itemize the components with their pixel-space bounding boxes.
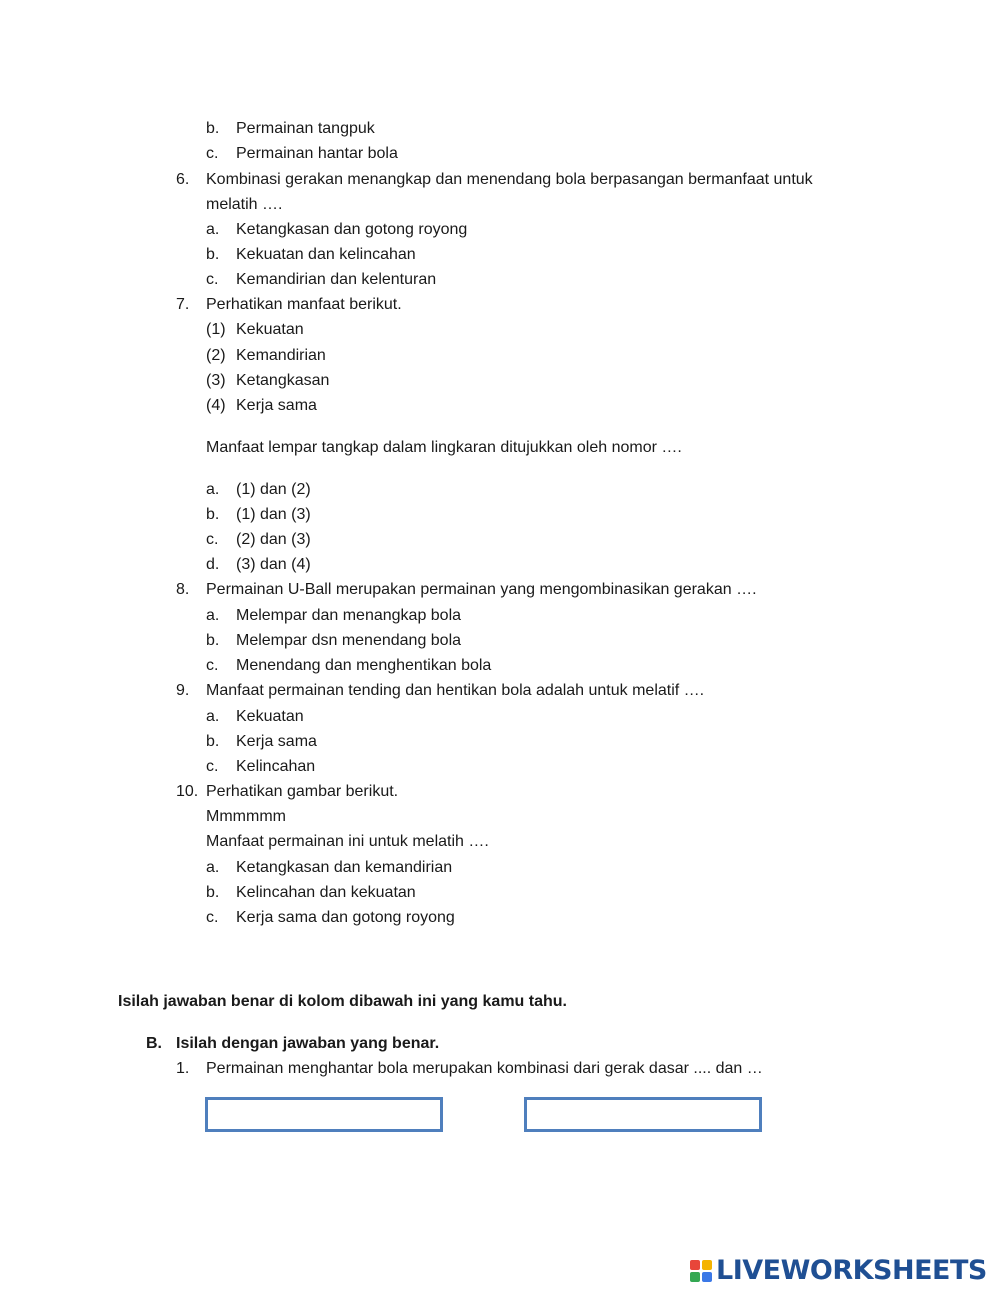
- section-b-marker: B.: [146, 1035, 162, 1052]
- option-marker: b.: [206, 733, 220, 750]
- option-text: Kekuatan: [236, 708, 304, 725]
- logo-mark-square: [702, 1260, 712, 1270]
- option-text: (2) dan (3): [236, 531, 311, 548]
- question-text: Perhatikan gambar berikut.: [206, 783, 399, 800]
- option-text: Melempar dan menangkap bola: [236, 607, 462, 624]
- option-marker: (2): [206, 347, 226, 364]
- logo-mark-square: [690, 1260, 700, 1270]
- option-marker: b.: [206, 632, 220, 649]
- question-number: 8.: [176, 581, 190, 598]
- option-marker: d.: [206, 556, 220, 573]
- option-text: Ketangkasan dan gotong royong: [236, 221, 468, 238]
- option-marker: a.: [206, 708, 220, 725]
- option-marker: b.: [206, 246, 220, 263]
- option-marker: c.: [206, 909, 219, 926]
- section-b-question-text: Permainan menghantar bola merupakan kombinasi dari gerak dasar .... dan …: [206, 1060, 763, 1077]
- question-text: Permainan U-Ball merupakan permainan yang mengombinasikan gerakan ….: [206, 581, 757, 598]
- answer-input-2[interactable]: [524, 1097, 762, 1132]
- option-text: Kerja sama dan gotong royong: [236, 909, 455, 926]
- question-number: 10.: [176, 783, 199, 800]
- option-text: Kerja sama: [236, 397, 317, 414]
- option-text: Kekuatan dan kelincahan: [236, 246, 416, 263]
- question-text: Manfaat permainan tending dan hentikan bola adalah untuk melatif ….: [206, 682, 705, 699]
- question-text: Manfaat permainan ini untuk melatih ….: [206, 833, 489, 850]
- option-text: Kelincahan dan kekuatan: [236, 884, 416, 901]
- section-b-title: Isilah dengan jawaban yang benar.: [176, 1035, 440, 1052]
- instruction-text: Isilah jawaban benar di kolom dibawah ini yang kamu tahu.: [118, 993, 567, 1010]
- question-text: Kombinasi gerakan menangkap dan menendang bola berpasangan bermanfaat untuk: [206, 171, 813, 188]
- option-text: (3) dan (4): [236, 556, 311, 573]
- option-marker: a.: [206, 481, 220, 498]
- option-text: Kemandirian dan kelenturan: [236, 271, 437, 288]
- option-marker: b.: [206, 884, 220, 901]
- liveworksheets-logo[interactable]: [690, 1255, 987, 1286]
- option-marker: a.: [206, 221, 220, 238]
- option-marker: c.: [206, 758, 219, 775]
- option-text: (1) dan (2): [236, 481, 311, 498]
- answer-input-1[interactable]: [205, 1097, 443, 1132]
- option-marker: c.: [206, 145, 219, 162]
- option-text: Ketangkasan dan kemandirian: [236, 859, 453, 876]
- question-text: Mmmmmm: [206, 808, 286, 825]
- logo-mark-icon: [690, 1260, 712, 1282]
- option-marker: (3): [206, 372, 226, 389]
- option-text: Melempar dsn menendang bola: [236, 632, 462, 649]
- question-text: Perhatikan manfaat berikut.: [206, 296, 402, 313]
- option-marker: (4): [206, 397, 226, 414]
- logo-mark-square: [690, 1272, 700, 1282]
- option-marker: a.: [206, 607, 220, 624]
- question-number: 7.: [176, 296, 190, 313]
- option-text: Kekuatan: [236, 321, 304, 338]
- option-marker: b.: [206, 120, 220, 137]
- option-text: Menendang dan menghentikan bola: [236, 657, 492, 674]
- logo-text: LIVEWORKSHEETS: [716, 1255, 987, 1286]
- question-text: Manfaat lempar tangkap dalam lingkaran ditujukkan oleh nomor ….: [206, 439, 682, 456]
- logo-mark-square: [702, 1272, 712, 1282]
- option-text: (1) dan (3): [236, 506, 311, 523]
- option-text: Ketangkasan: [236, 372, 330, 389]
- option-marker: (1): [206, 321, 226, 338]
- question-text: melatih ….: [206, 196, 283, 213]
- option-text: Kelincahan: [236, 758, 316, 775]
- question-number: 6.: [176, 171, 190, 188]
- section-b-question-number: 1.: [176, 1060, 190, 1077]
- option-text: Kemandirian: [236, 347, 326, 364]
- option-marker: c.: [206, 531, 219, 548]
- option-marker: b.: [206, 506, 220, 523]
- option-marker: c.: [206, 657, 219, 674]
- option-marker: c.: [206, 271, 219, 288]
- option-text: Permainan tangpuk: [236, 120, 375, 137]
- question-number: 9.: [176, 682, 190, 699]
- option-text: Permainan hantar bola: [236, 145, 398, 162]
- option-text: Kerja sama: [236, 733, 317, 750]
- option-marker: a.: [206, 859, 220, 876]
